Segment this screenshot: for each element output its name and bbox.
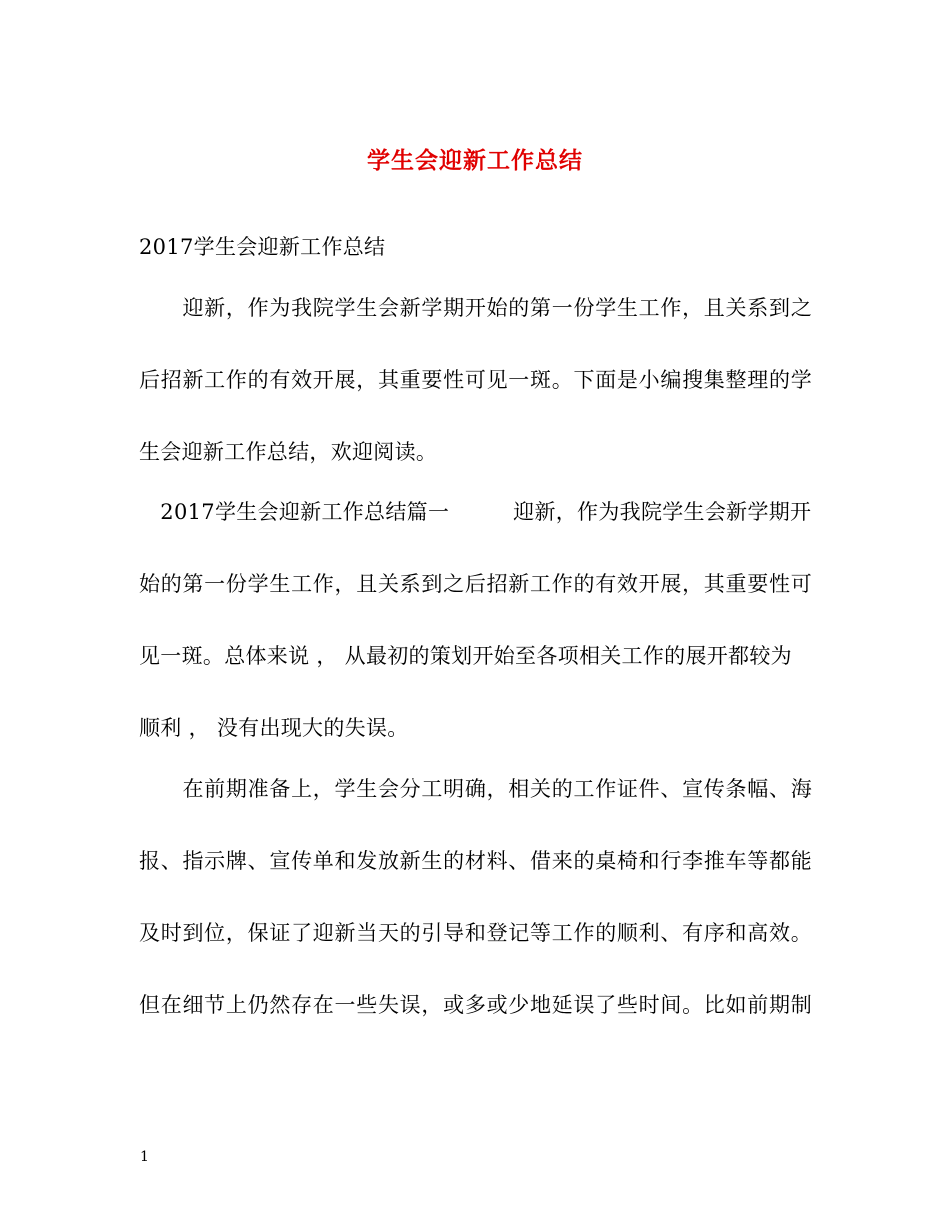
paragraph-line-7: 见一斑。总体来说 ， 从最初的策划开始至各项相关工作的展开都较为 (139, 644, 792, 668)
paragraph-line-9: 在前期准备上，学生会分工明确，相关的工作证件、宣传条幅、海 (139, 777, 812, 801)
paragraph-line-2: 迎新，作为我院学生会新学期开始的第一份学生工作，且关系到之 (139, 296, 812, 320)
paragraph-line-10: 报、指示牌、宣传单和发放新生的材料、借来的桌椅和行李推车等都能 (139, 849, 812, 873)
document-title: 学生会迎新工作总结 (367, 147, 583, 174)
paragraph-line-6: 始的第一份学生工作，且关系到之后招新工作的有效开展，其重要性可 (139, 572, 812, 596)
paragraph-line-11: 及时到位，保证了迎新当天的引导和登记等工作的顺利、有序和高效。 (139, 921, 812, 945)
paragraph-line-1: 2017学生会迎新工作总结 (139, 235, 386, 259)
paragraph-line-5: 2017学生会迎新工作总结篇一 迎新，作为我院学生会新学期开 (139, 500, 812, 524)
paragraph-line-3: 后招新工作的有效开展，其重要性可见一斑。下面是小编搜集整理的学 (139, 368, 812, 392)
paragraph-line-12: 但在细节上仍然存在一些失误，或多或少地延误了些时间。比如前期制 (139, 993, 812, 1017)
paragraph-line-8: 顺利 ， 没有出现大的失误。 (139, 716, 409, 740)
page-number: 1 (140, 1149, 149, 1165)
paragraph-line-4: 生会迎新工作总结，欢迎阅读。 (139, 440, 438, 464)
